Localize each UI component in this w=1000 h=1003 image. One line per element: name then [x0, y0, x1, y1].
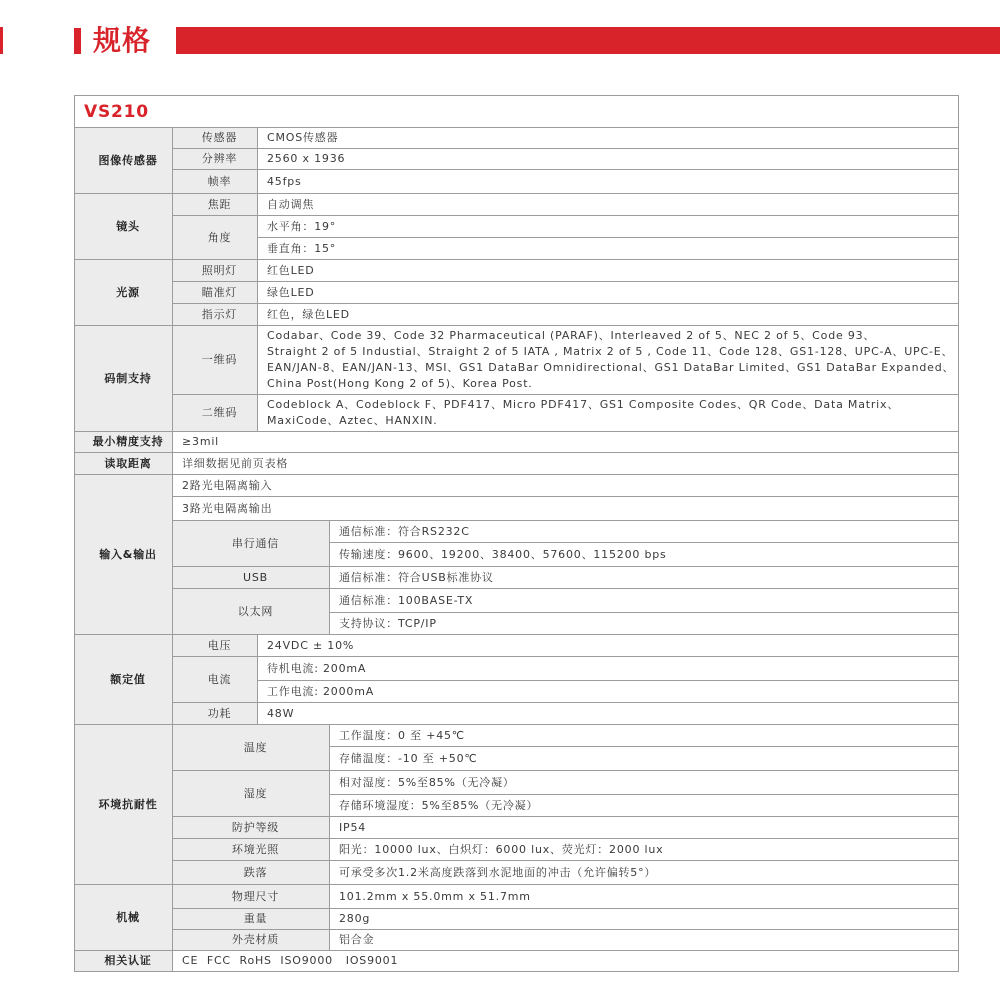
value-storage-temperature: 存储温度：-10 至 +50℃ — [330, 747, 959, 771]
value-frame-rate: 45fps — [258, 170, 959, 194]
value-sensor: CMOS传感器 — [258, 128, 959, 149]
sub-protection: 防护等级 — [173, 817, 330, 839]
sub-ambient-light: 环境光照 — [173, 839, 330, 861]
value-working-temperature: 工作温度：0 至 +45℃ — [330, 725, 959, 747]
category-mechanical: 机械 — [75, 885, 173, 951]
value-1d-code — [258, 326, 959, 395]
value-working-current: 工作电流: 2000mA — [258, 681, 959, 703]
category-certification: 相关认证 — [75, 951, 173, 972]
sub-resolution: 分辨率 — [173, 149, 258, 170]
value-illumination: 红色LED — [258, 260, 959, 282]
value-power: 48W — [258, 703, 959, 725]
value-indicator: 红色，绿色LED — [258, 304, 959, 326]
category-lens: 镜头 — [75, 194, 173, 260]
code-line: Straight 2 of 5 Industial、Straight 2 of 5 IATA , Matrix 2 of 5 , Code 11、Code 128、GS1-128、UPC-A、UPC-E、 — [267, 345, 954, 358]
value-vertical-angle: 垂直角：15° — [258, 238, 959, 260]
sub-drop: 跌落 — [173, 861, 330, 885]
code-line: China Post(Hong Kong 2 of 5)、Korea Post. — [267, 377, 533, 390]
sub-aimer: 瞄准灯 — [173, 282, 258, 304]
value-ambient-light: 阳光：10000 lux、白炽灯：6000 lux、荧光灯：2000 lux — [330, 839, 959, 861]
sub-housing: 外壳材质 — [173, 930, 330, 951]
value-drop: 可承受多次1.2米高度跌落到水泥地面的冲击（允许偏转5°） — [330, 861, 959, 885]
category-read-distance: 读取距离 — [75, 453, 173, 475]
sub-illumination: 照明灯 — [173, 260, 258, 282]
sub-2d-code: 二维码 — [173, 395, 258, 432]
value-voltage: 24VDC ± 10% — [258, 635, 959, 657]
value-protection: IP54 — [330, 817, 959, 839]
sub-temperature: 温度 — [173, 725, 330, 771]
sub-1d-code: 一维码 — [173, 326, 258, 395]
value-focus: 自动调焦 — [258, 194, 959, 216]
sub-dimensions: 物理尺寸 — [173, 885, 330, 909]
value-serial-standard: 通信标准：符合RS232C — [330, 521, 959, 543]
sub-current: 电流 — [173, 657, 258, 703]
section-title: 规格 — [93, 24, 152, 57]
value-serial-speed: 传输速度：9600、19200、38400、57600、115200 bps — [330, 543, 959, 567]
sub-ethernet: 以太网 — [173, 589, 330, 635]
code-line: Codabar、Code 39、Code 32 Pharmaceutical (PARAF)、Interleaved 2 of 5、NEC 2 of 5、Code 93、 — [267, 329, 876, 342]
model-name: VS210 — [75, 96, 959, 128]
value-dimensions: 101.2mm x 55.0mm x 51.7mm — [330, 885, 959, 909]
sub-frame-rate: 帧率 — [173, 170, 258, 194]
sub-power: 功耗 — [173, 703, 258, 725]
value-input: 2路光电隔离输入 — [173, 475, 959, 497]
value-ethernet-standard: 通信标准：100BASE-TX — [330, 589, 959, 613]
value-relative-humidity: 相对湿度：5%至85%（无冷凝） — [330, 771, 959, 795]
left-edge-mark — [0, 27, 3, 54]
value-output: 3路光电隔离输出 — [173, 497, 959, 521]
value-housing: 铝合金 — [330, 930, 959, 951]
category-min-precision: 最小精度支持 — [75, 432, 173, 453]
category-rating: 额定值 — [75, 635, 173, 725]
category-image-sensor: 图像传感器 — [75, 128, 173, 194]
sub-indicator: 指示灯 — [173, 304, 258, 326]
value-resolution: 2560 x 1936 — [258, 149, 959, 170]
value-certification: CE FCC RoHS ISO9000 IOS9001 — [173, 951, 959, 972]
code-line: Codeblock A、Codeblock F、PDF417、Micro PDF417、GS1 Composite Codes、QR Code、Data Matrix、 — [267, 398, 900, 411]
value-standby-current: 待机电流: 200mA — [258, 657, 959, 681]
value-usb-standard: 通信标准：符合USB标准协议 — [330, 567, 959, 589]
value-read-distance: 详细数据见前页表格 — [173, 453, 959, 475]
value-storage-humidity: 存储环境湿度：5%至85%（无冷凝） — [330, 795, 959, 817]
sub-humidity: 湿度 — [173, 771, 330, 817]
category-symbology: 码制支持 — [75, 326, 173, 432]
value-weight: 280g — [330, 909, 959, 930]
value-2d-code — [258, 395, 959, 432]
spec-table — [74, 95, 959, 972]
category-light-source: 光源 — [75, 260, 173, 326]
category-environment: 环境抗耐性 — [75, 725, 173, 885]
sub-weight: 重量 — [173, 909, 330, 930]
code-line: EAN/JAN-8、EAN/JAN-13、MSI、GS1 DataBar Omnidirectional、GS1 DataBar Limited、GS1 DataBar Expanded、 — [267, 361, 955, 374]
value-min-precision: ≥3mil — [173, 432, 959, 453]
code-line: MaxiCode、Aztec、HANXIN. — [267, 414, 438, 427]
sub-voltage: 电压 — [173, 635, 258, 657]
header-accent-mark — [74, 28, 81, 54]
sub-usb: USB — [173, 567, 330, 589]
sub-serial: 串行通信 — [173, 521, 330, 567]
header-bar — [176, 27, 1000, 54]
sub-focus: 焦距 — [173, 194, 258, 216]
sub-angle: 角度 — [173, 216, 258, 260]
category-io: 输入&输出 — [75, 475, 173, 635]
value-horizontal-angle: 水平角：19° — [258, 216, 959, 238]
value-ethernet-protocol: 支持协议：TCP/IP — [330, 613, 959, 635]
value-aimer: 绿色LED — [258, 282, 959, 304]
sub-sensor: 传感器 — [173, 128, 258, 149]
